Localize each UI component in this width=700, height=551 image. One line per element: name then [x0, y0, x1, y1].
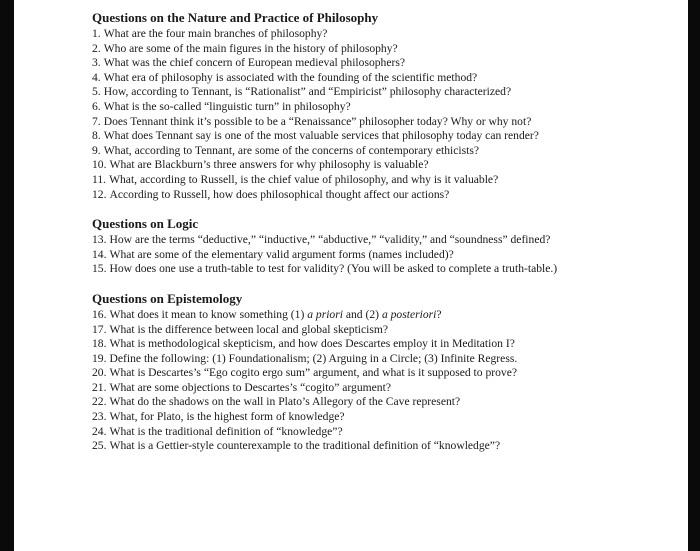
question-item: 11. What, according to Russell, is the chief value of philosophy, and why is it valuable?	[92, 172, 499, 186]
question-list	[92, 233, 672, 277]
question-item: 19. Define the following: (1) Foundationalism; (2) Arguing in a Circle; (3) Infinite Regress.	[92, 351, 518, 365]
section-logic	[92, 216, 672, 277]
question-item: 1. What are the four main branches of philosophy?	[92, 27, 328, 40]
section-title: Questions on Epistemology	[92, 290, 243, 306]
question-item: 2. Who are some of the main figures in the history of philosophy?	[92, 41, 398, 55]
question-item: 16. What does it mean to know something (1) a priori and (2) a posteriori?	[92, 307, 442, 321]
question-item: 18. What is methodological skepticism, and how does Descartes employ it in Meditation I?	[92, 337, 515, 351]
question-item: 13. How are the terms “deductive,” “inductive,” “abductive,” “validity,” and “soundness” defined?	[92, 233, 551, 247]
question-item: 23. What, for Plato, is the highest form of knowledge?	[92, 410, 345, 424]
question-item: 8. What does Tennant say is one of the most valuable services that philosophy today can render?	[92, 129, 539, 143]
question-item: 24. What is the traditional definition of “knowledge”?	[92, 424, 343, 438]
question-item: 14. What are some of the elementary valid argument forms (names included)?	[92, 247, 454, 261]
section-epistemology	[92, 291, 672, 454]
question-item: 7. Does Tennant think it’s possible to be a “Renaissance” philosopher today? Why or why not?	[92, 114, 532, 128]
question-item: 21. What are some objections to Descartes’s “cogito” argument?	[92, 380, 391, 394]
question-item: 20. What is Descartes’s “Ego cogito ergo sum” argument, and what is it supposed to prove?	[92, 366, 518, 380]
question-item: 3. What was the chief concern of European medieval philosophers?	[92, 56, 406, 70]
question-item: 4. What era of philosophy is associated with the founding of the scientific method?	[92, 70, 478, 84]
question-item: 6. What is the so-called “linguistic turn” in philosophy?	[92, 99, 351, 113]
question-item: 25. What is a Gettier-style counterexample to the traditional definition of “knowledge”?	[92, 439, 501, 453]
question-item: 10. What are Blackburn’s three answers for why philosophy is valuable?	[92, 158, 429, 172]
question-item: 12. According to Russell, how does philosophical thought affect our actions?	[92, 187, 450, 201]
section-title: Questions on Logic	[92, 216, 199, 232]
right-dark-border	[688, 0, 700, 551]
question-item: 22. What do the shadows on the wall in Plato’s Allegory of the Cave represent?	[92, 395, 461, 409]
question-item: 5. How, according to Tennant, is “Rationalist” and “Empiricist” philosophy characterized?	[92, 85, 512, 99]
question-list	[92, 27, 672, 202]
document-page	[92, 10, 672, 468]
question-item: 15. How does one use a truth-table to test for validity? (You will be asked to complete a truth-table.)	[92, 262, 558, 276]
section-nature-practice	[92, 10, 672, 202]
question-item: 9. What, according to Tennant, are some of the concerns of contemporary ethicists?	[92, 143, 480, 157]
question-item: 17. What is the difference between local and global skepticism?	[92, 322, 389, 336]
left-dark-border	[0, 0, 14, 551]
section-title: Questions on the Nature and Practice of Philosophy	[92, 10, 379, 25]
question-list	[92, 308, 672, 454]
